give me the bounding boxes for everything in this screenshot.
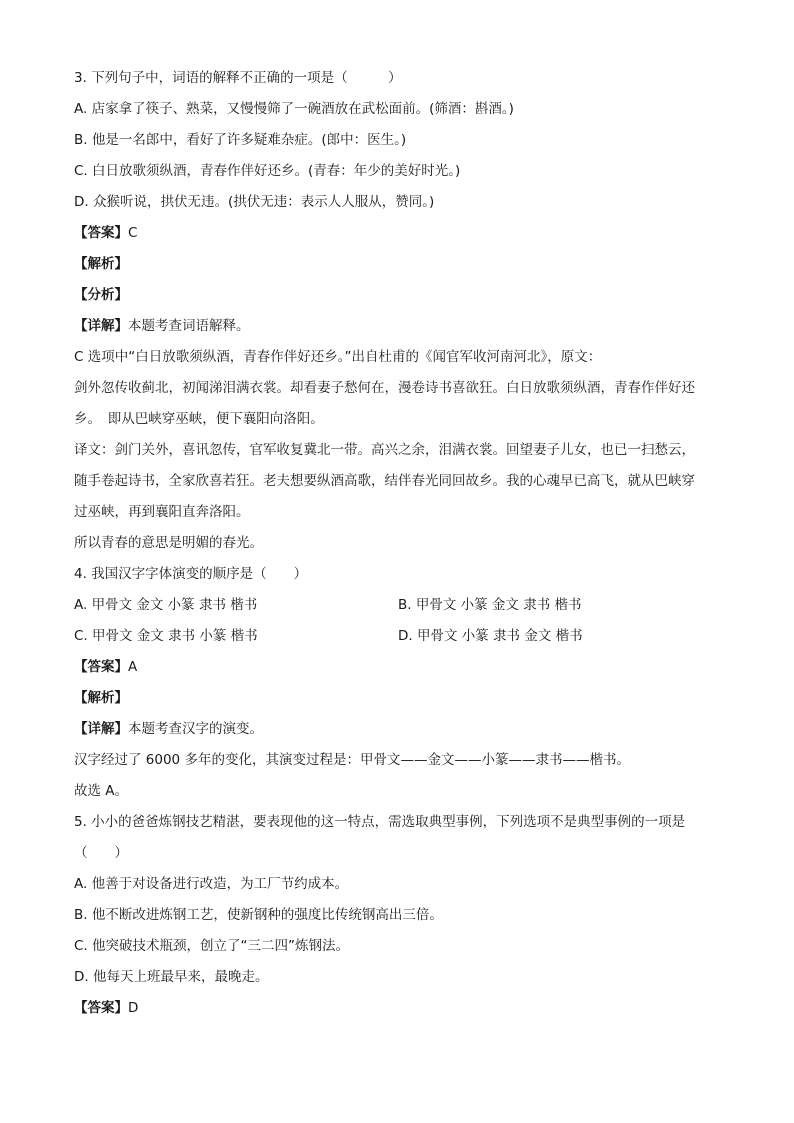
answer-value: A	[128, 659, 138, 675]
q4-options-row-1	[74, 590, 734, 621]
q3-analysis-label: 【解析】	[74, 256, 128, 272]
detail-text: 本题考查词语解释。	[128, 318, 250, 334]
q4-answer	[74, 652, 734, 683]
detail-label: 【详解】	[74, 318, 128, 334]
answer-label: 【答案】	[74, 659, 128, 675]
q4-options-row-2	[74, 621, 734, 652]
answer-label: 【答案】	[74, 225, 128, 241]
q3-line-7: 所以青春的意思是明媚的春光。	[74, 535, 263, 551]
q3-detail	[74, 311, 734, 342]
answer-label: 【答案】	[74, 1000, 128, 1016]
q5-option-c: C. 他突破技术瓶颈，创立了“三二四”炼钢法。	[74, 938, 349, 954]
q5-stem-blank: （ ）	[74, 845, 128, 861]
q3-line-1: C 选项中“白日放歌须纵酒，青春作伴好还乡。”出自杜甫的《闻官军收河南河北》，原文：	[74, 349, 602, 365]
q4-analysis-label: 【解析】	[74, 690, 128, 706]
q3-line-4: 译文：剑门关外，喜讯忽传，官军收复冀北一带。高兴之余，泪满衣裳。回望妻子儿女，也已一扫愁云，	[74, 442, 695, 458]
detail-text: 本题考查汉字的演变。	[128, 721, 263, 737]
q4-option-d: D. 甲骨文 小篆 隶书 金文 楷书	[398, 628, 583, 644]
q4-line-1: 汉字经过了 6000 多年的变化，其演变过程是：甲骨文——金文——小篆——隶书——楷书。	[74, 752, 630, 768]
q5-option-d: D. 他每天上班最早来，最晚走。	[74, 969, 269, 985]
answer-value: D	[128, 1000, 139, 1016]
q5-option-a: A. 他善于对设备进行改造，为工厂节约成本。	[74, 876, 349, 892]
q4-detail	[74, 714, 734, 745]
q3-option-b: B. 他是一名郎中，看好了许多疑难杂症。(郎中：医生。)	[74, 132, 407, 148]
q4-option-c: C. 甲骨文 金文 隶书 小篆 楷书	[74, 628, 258, 644]
q4-line-2: 故选 A。	[74, 783, 129, 799]
q5-stem: 5. 小小的爸爸炼钢技艺精湛，要表现他的这一特点，需选取典型事例，下列选项不是典型事例的一项是	[74, 814, 686, 830]
q3-option-c: C. 白日放歌须纵酒，青春作伴好还乡。(青春：年少的美好时光。)	[74, 163, 461, 179]
detail-label: 【详解】	[74, 721, 128, 737]
q3-stem: 3. 下列句子中，词语的解释不正确的一项是（ ）	[74, 70, 402, 86]
q4-option-a: A. 甲骨文 金文 小篆 隶书 楷书	[74, 597, 258, 613]
q4-option-b: B. 甲骨文 小篆 金文 隶书 楷书	[398, 597, 582, 613]
answer-value: C	[128, 225, 138, 241]
q3-answer	[74, 218, 734, 249]
q3-fenxi-label: 【分析】	[74, 287, 128, 303]
q3-line-5: 随手卷起诗书，全家欣喜若狂。老夫想要纵酒高歌，结伴春光同回故乡。我的心魂早已高飞，就从巴峡穿	[74, 473, 695, 489]
q3-line-3: 乡。 即从巴峡穿巫峡，便下襄阳向洛阳。	[74, 411, 324, 427]
q3-line-6: 过巫峡，再到襄阳直奔洛阳。	[74, 504, 250, 520]
q3-option-d: D. 众猴听说，拱伏无违。(拱伏无违：表示人人服从，赞同。)	[74, 194, 435, 210]
q3-line-2: 剑外忽传收蓟北，初闻涕泪满衣裳。却看妻子愁何在，漫卷诗书喜欲狂。白日放歌须纵酒，青春作伴好还	[74, 380, 695, 396]
q4-stem: 4. 我国汉字字体演变的顺序是（ ）	[74, 566, 308, 582]
q3-option-a: A. 店家拿了筷子、熟菜，又慢慢筛了一碗酒放在武松面前。(筛酒：斟酒。)	[74, 101, 514, 117]
q5-option-b: B. 他不断改进炼钢工艺，使新钢种的强度比传统钢高出三倍。	[74, 907, 443, 923]
q5-answer	[74, 993, 734, 1024]
document-page	[74, 63, 734, 1024]
